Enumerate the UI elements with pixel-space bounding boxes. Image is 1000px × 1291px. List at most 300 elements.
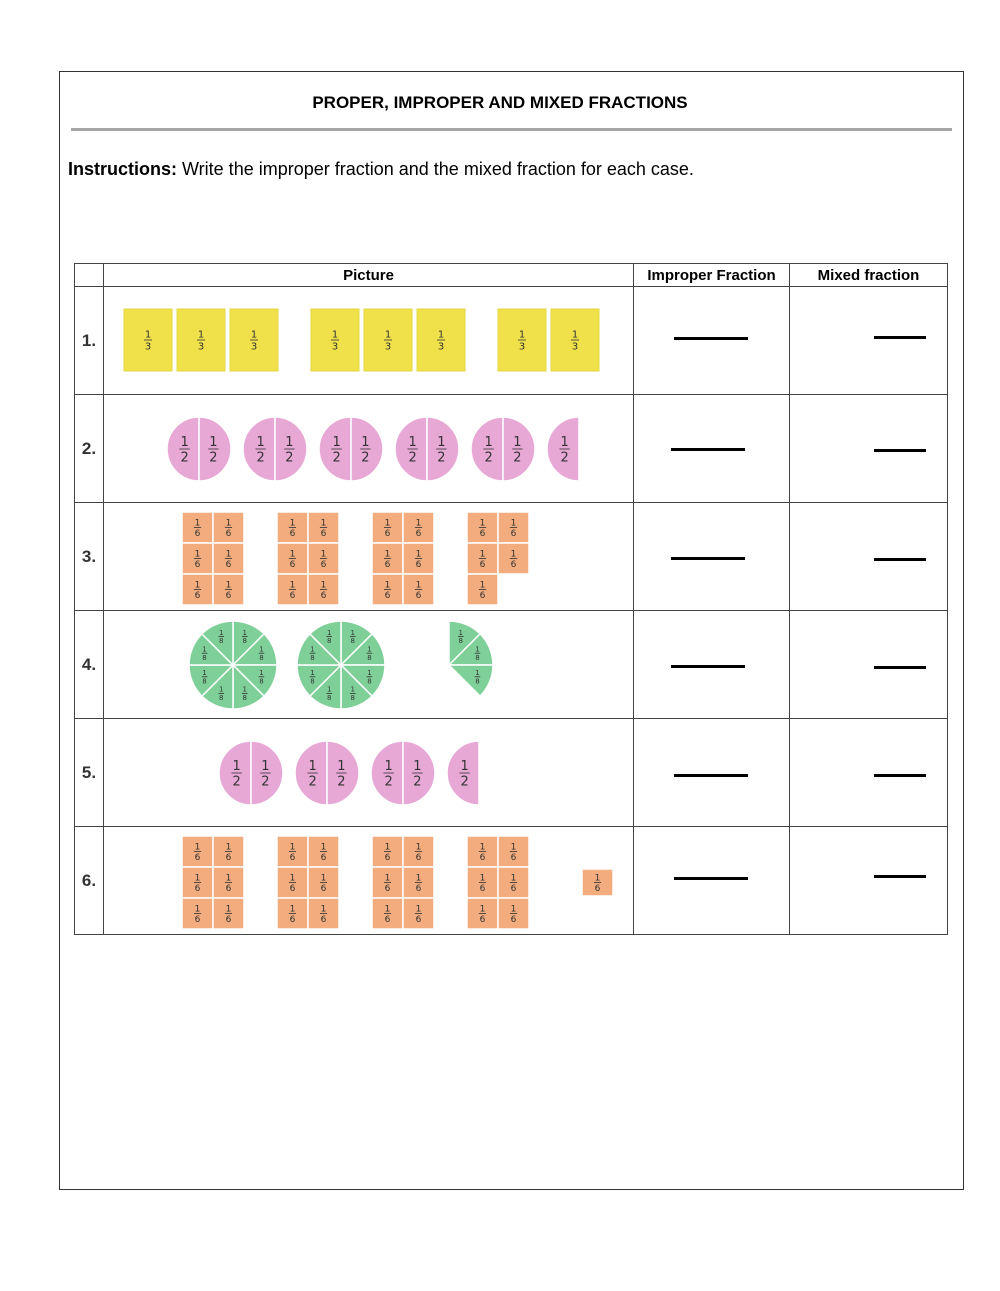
piece-label: [510, 518, 517, 539]
instructions: [68, 159, 694, 180]
piece-label: [225, 518, 232, 539]
fraction-denominator: 6: [194, 853, 201, 864]
mixed-fraction-blank[interactable]: [874, 449, 926, 452]
fraction-numerator: 1: [261, 758, 270, 774]
fraction-numerator: 1: [571, 329, 579, 341]
fraction-denominator: 6: [384, 884, 391, 895]
sector-label: [350, 686, 356, 702]
fraction-denominator: 6: [289, 529, 296, 540]
piece-label: [415, 549, 422, 570]
fraction-denominator: 6: [415, 884, 422, 895]
fraction-denominator: 8: [326, 694, 332, 703]
fraction-denominator: 6: [510, 529, 517, 540]
fraction-denominator: 8: [218, 637, 224, 646]
fraction-numerator: 1: [320, 580, 327, 591]
fraction-numerator: 1: [458, 628, 464, 637]
sector-label: [307, 759, 317, 790]
fraction-denominator: 6: [510, 884, 517, 895]
fraction-numerator: 1: [361, 434, 370, 450]
fraction-denominator: 8: [259, 677, 264, 686]
fraction-denominator: 6: [225, 560, 232, 571]
row-picture: [104, 611, 634, 719]
fraction-denominator: 8: [458, 637, 464, 646]
sector-label: [367, 645, 373, 661]
fraction-denominator: 6: [479, 884, 486, 895]
sector-label: [483, 435, 493, 466]
improper-fraction-blank[interactable]: [674, 337, 748, 340]
improper-fraction-answer[interactable]: [634, 287, 790, 395]
fraction-numerator: 1: [367, 645, 372, 654]
fraction-numerator: 1: [408, 434, 417, 450]
fraction-denominator: 2: [560, 450, 569, 466]
fraction-denominator: 2: [484, 450, 493, 466]
piece-label: [320, 518, 327, 539]
table-header-row: [75, 264, 948, 287]
row-number: 2.: [75, 395, 104, 503]
piece-label: [194, 580, 201, 601]
fraction-numerator: 1: [259, 645, 264, 654]
improper-fraction-blank[interactable]: [671, 448, 745, 451]
table-row: [75, 395, 948, 503]
fraction-numerator: 1: [225, 580, 232, 591]
sixths-block: [182, 512, 244, 605]
fraction-denominator: 6: [384, 591, 391, 602]
mixed-fraction-blank[interactable]: [874, 336, 926, 339]
fraction-circle: [371, 741, 435, 805]
piece-label: [250, 330, 258, 353]
piece-label: [384, 904, 391, 925]
fraction-numerator: 1: [594, 873, 601, 884]
fraction-denominator: 6: [415, 591, 422, 602]
piece-label: [594, 873, 601, 894]
fraction-numerator: 1: [326, 685, 332, 694]
sector-label: [202, 669, 208, 685]
piece-label: [320, 842, 327, 863]
fraction-numerator: 1: [415, 842, 422, 853]
fraction-denominator: 3: [571, 341, 579, 353]
fraction-denominator: 8: [475, 677, 480, 686]
piece-label: [415, 873, 422, 894]
fraction-numerator: 1: [225, 549, 232, 560]
table-row: [75, 503, 948, 611]
piece-label: [225, 549, 232, 570]
fraction-denominator: 6: [225, 529, 232, 540]
fraction-denominator: 6: [320, 560, 327, 571]
row-picture: [104, 287, 634, 395]
fraction-numerator: 1: [479, 580, 486, 591]
fraction-denominator: 3: [197, 341, 205, 353]
sector-label: [350, 629, 356, 645]
fraction-numerator: 1: [194, 549, 201, 560]
row-picture: [104, 719, 634, 827]
fraction-circle: [189, 621, 277, 709]
piece-label: [225, 873, 232, 894]
mixed-fraction-answer[interactable]: [790, 287, 948, 395]
sector-label: [412, 759, 422, 790]
fraction-numerator: 1: [225, 873, 232, 884]
piece-label: [320, 549, 327, 570]
piece-label: [479, 904, 486, 925]
fraction-picture: [104, 287, 633, 394]
fraction-denominator: 6: [194, 884, 201, 895]
fraction-numerator: 1: [242, 628, 248, 637]
circle-sector: [449, 665, 493, 696]
sector-label: [208, 435, 218, 466]
improper-fraction-answer[interactable]: [634, 719, 790, 827]
fraction-numerator: 1: [437, 434, 446, 450]
fraction-numerator: 1: [310, 645, 315, 654]
piece-label: [479, 842, 486, 863]
sixths-block: [582, 869, 613, 896]
fraction-denominator: 2: [285, 450, 294, 466]
fraction-numerator: 1: [337, 758, 346, 774]
fraction-numerator: 1: [367, 669, 372, 678]
title-divider: [71, 128, 952, 131]
fraction-denominator: 2: [308, 774, 317, 790]
fraction-numerator: 1: [197, 329, 205, 341]
fraction-numerator: 1: [194, 904, 201, 915]
sector-label: [383, 759, 393, 790]
fraction-numerator: 1: [289, 873, 296, 884]
fraction-numerator: 1: [475, 645, 480, 654]
fraction-denominator: 6: [384, 915, 391, 926]
fraction-numerator: 1: [320, 518, 327, 529]
sector-label: [202, 645, 208, 661]
sixths-block: [467, 512, 529, 605]
fraction-numerator: 1: [326, 628, 332, 637]
piece-label: [289, 842, 296, 863]
fraction-numerator: 1: [350, 685, 356, 694]
fraction-numerator: 1: [475, 669, 480, 678]
fraction-denominator: 6: [384, 853, 391, 864]
fraction-numerator: 1: [242, 685, 248, 694]
fraction-numerator: 1: [384, 758, 393, 774]
piece-label: [415, 580, 422, 601]
fraction-denominator: 6: [289, 591, 296, 602]
sector-label: [336, 759, 346, 790]
fraction-picture: [104, 611, 633, 718]
fraction-denominator: 2: [460, 774, 469, 790]
fraction-numerator: 1: [209, 434, 218, 450]
piece-label: [289, 904, 296, 925]
fraction-denominator: 6: [594, 884, 601, 895]
piece-label: [384, 873, 391, 894]
fraction-denominator: 6: [320, 853, 327, 864]
fraction-numerator: 1: [256, 434, 265, 450]
mixed-fraction-answer[interactable]: [790, 395, 948, 503]
fraction-numerator: 1: [384, 873, 391, 884]
fraction-numerator: 1: [289, 580, 296, 591]
piece-label: [320, 873, 327, 894]
instructions-label: Instructions:: [68, 159, 178, 179]
row-number: 6.: [75, 827, 104, 935]
fraction-denominator: 6: [510, 915, 517, 926]
fraction-denominator: 6: [194, 915, 201, 926]
instructions-text: Write the improper fraction and the mixed fraction for each case.: [177, 159, 694, 179]
piece-label: [415, 518, 422, 539]
sector-label: [218, 686, 224, 702]
mixed-fraction-blank[interactable]: [874, 875, 926, 878]
fraction-circle: [319, 417, 383, 481]
piece-label: [225, 842, 232, 863]
fraction-numerator: 1: [479, 518, 486, 529]
piece-label: [194, 842, 201, 863]
fraction-denominator: 2: [337, 774, 346, 790]
fraction-numerator: 1: [194, 873, 201, 884]
piece-label: [510, 904, 517, 925]
fraction-denominator: 6: [320, 529, 327, 540]
mixed-fraction-answer[interactable]: [790, 503, 948, 611]
header-improper-fraction: Improper Fraction: [634, 264, 790, 287]
row-number: 4.: [75, 611, 104, 719]
row-number: 3.: [75, 503, 104, 611]
fractions-table: [74, 263, 948, 935]
sector-label: [559, 435, 569, 466]
sector-label: [458, 629, 464, 645]
fraction-numerator: 1: [202, 669, 207, 678]
fraction-numerator: 1: [225, 518, 232, 529]
piece-label: [479, 518, 486, 539]
fraction-circle: [395, 417, 459, 481]
row-number: 5.: [75, 719, 104, 827]
fraction-denominator: 8: [242, 637, 248, 646]
improper-fraction-blank[interactable]: [671, 665, 745, 668]
piece-label: [415, 904, 422, 925]
fraction-denominator: 6: [384, 560, 391, 571]
fraction-denominator: 3: [384, 341, 392, 353]
fraction-denominator: 3: [250, 341, 258, 353]
fraction-numerator: 1: [218, 685, 224, 694]
fraction-denominator: 2: [513, 450, 522, 466]
improper-fraction-blank[interactable]: [674, 877, 748, 880]
piece-label: [384, 518, 391, 539]
fraction-numerator: 1: [437, 329, 445, 341]
fraction-numerator: 1: [479, 873, 486, 884]
fraction-numerator: 1: [384, 549, 391, 560]
fraction-numerator: 1: [289, 549, 296, 560]
fraction-numerator: 1: [194, 842, 201, 853]
sector-label: [260, 759, 270, 790]
fraction-denominator: 6: [479, 529, 486, 540]
fraction-denominator: 6: [510, 853, 517, 864]
fraction-denominator: 6: [510, 560, 517, 571]
piece-label: [225, 904, 232, 925]
fraction-numerator: 1: [202, 645, 207, 654]
piece-label: [384, 549, 391, 570]
fraction-denominator: 6: [415, 560, 422, 571]
fraction-denominator: 3: [144, 341, 152, 353]
fraction-numerator: 1: [259, 669, 264, 678]
piece-label: [320, 580, 327, 601]
fraction-denominator: 6: [289, 884, 296, 895]
piece-label: [144, 330, 152, 353]
fraction-numerator: 1: [415, 580, 422, 591]
fraction-numerator: 1: [218, 628, 224, 637]
fraction-numerator: 1: [331, 329, 339, 341]
fraction-denominator: 2: [332, 450, 341, 466]
fraction-numerator: 1: [415, 518, 422, 529]
sector-label: [255, 435, 265, 466]
fraction-denominator: 6: [320, 591, 327, 602]
fraction-denominator: 8: [367, 677, 372, 686]
piece-label: [194, 873, 201, 894]
fraction-denominator: 2: [256, 450, 265, 466]
fraction-denominator: 6: [194, 591, 201, 602]
fraction-denominator: 8: [202, 677, 207, 686]
mixed-fraction-blank[interactable]: [874, 666, 926, 669]
fraction-picture: [104, 395, 633, 502]
sixths-block: [182, 836, 244, 929]
fraction-denominator: 8: [218, 694, 224, 703]
mixed-fraction-answer[interactable]: [790, 611, 948, 719]
fraction-denominator: 6: [479, 915, 486, 926]
fraction-numerator: 1: [384, 518, 391, 529]
fraction-numerator: 1: [285, 434, 294, 450]
fraction-denominator: 8: [310, 653, 315, 662]
fraction-denominator: 2: [413, 774, 422, 790]
fraction-denominator: 6: [415, 529, 422, 540]
improper-fraction-answer[interactable]: [634, 503, 790, 611]
row-picture: [104, 503, 634, 611]
sector-label: [360, 435, 370, 466]
fraction-numerator: 1: [289, 904, 296, 915]
fraction-denominator: 6: [479, 853, 486, 864]
fraction-denominator: 6: [479, 560, 486, 571]
fraction-denominator: 6: [289, 915, 296, 926]
fraction-denominator: 2: [232, 774, 241, 790]
piece-label: [194, 549, 201, 570]
improper-fraction-answer[interactable]: [634, 827, 790, 935]
fraction-numerator: 1: [510, 873, 517, 884]
fraction-picture: [104, 719, 633, 826]
mixed-fraction-answer[interactable]: [790, 827, 948, 935]
fraction-denominator: 8: [259, 653, 264, 662]
piece-label: [384, 842, 391, 863]
fraction-circle: [449, 621, 493, 696]
header-number: [75, 264, 104, 287]
mixed-fraction-answer[interactable]: [790, 719, 948, 827]
fraction-denominator: 3: [331, 341, 339, 353]
fraction-numerator: 1: [484, 434, 493, 450]
fraction-denominator: 2: [361, 450, 370, 466]
sector-label: [231, 759, 241, 790]
piece-label: [194, 904, 201, 925]
piece-label: [289, 549, 296, 570]
piece-label: [225, 580, 232, 601]
sixths-block: [372, 512, 434, 605]
fraction-numerator: 1: [510, 518, 517, 529]
fraction-numerator: 1: [560, 434, 569, 450]
fraction-numerator: 1: [384, 580, 391, 591]
fraction-numerator: 1: [513, 434, 522, 450]
fraction-circle: [297, 621, 385, 709]
sector-label: [475, 645, 481, 661]
piece-label: [518, 330, 526, 353]
fraction-denominator: 6: [225, 853, 232, 864]
sector-label: [475, 669, 481, 685]
fraction-numerator: 1: [332, 434, 341, 450]
sector-label: [310, 669, 316, 685]
piece-label: [331, 330, 339, 353]
fraction-denominator: 8: [475, 653, 480, 662]
piece-label: [197, 330, 205, 353]
sector-label: [512, 435, 522, 466]
improper-fraction-blank[interactable]: [671, 557, 745, 560]
piece-label: [510, 549, 517, 570]
fraction-numerator: 1: [510, 842, 517, 853]
fraction-numerator: 1: [308, 758, 317, 774]
fraction-numerator: 1: [415, 904, 422, 915]
fraction-denominator: 3: [437, 341, 445, 353]
row-picture: [104, 395, 634, 503]
fraction-denominator: 6: [194, 529, 201, 540]
fraction-numerator: 1: [479, 842, 486, 853]
piece-label: [289, 873, 296, 894]
sixths-block: [277, 836, 339, 929]
fraction-denominator: 8: [350, 637, 356, 646]
fraction-numerator: 1: [225, 904, 232, 915]
fraction-denominator: 2: [209, 450, 218, 466]
fraction-circle: [471, 417, 535, 481]
piece-label: [384, 330, 392, 353]
fraction-denominator: 8: [202, 653, 207, 662]
piece-label: [289, 580, 296, 601]
fraction-circle: [243, 417, 307, 481]
improper-fraction-blank[interactable]: [674, 774, 748, 777]
fraction-numerator: 1: [518, 329, 526, 341]
row-picture: [104, 827, 634, 935]
fraction-numerator: 1: [144, 329, 152, 341]
sector-label: [407, 435, 417, 466]
sector-label: [331, 435, 341, 466]
fraction-numerator: 1: [320, 904, 327, 915]
row-number: 1.: [75, 287, 104, 395]
fraction-numerator: 1: [384, 329, 392, 341]
fraction-circle: [447, 741, 479, 805]
piece-label: [510, 873, 517, 894]
fraction-denominator: 6: [320, 884, 327, 895]
sector-label: [284, 435, 294, 466]
fraction-denominator: 6: [194, 560, 201, 571]
sector-label: [179, 435, 189, 466]
sector-label: [242, 629, 248, 645]
fraction-denominator: 2: [437, 450, 446, 466]
piece-label: [289, 518, 296, 539]
fraction-numerator: 1: [194, 518, 201, 529]
fraction-denominator: 8: [350, 694, 356, 703]
improper-fraction-answer[interactable]: [634, 395, 790, 503]
fraction-denominator: 6: [289, 853, 296, 864]
fraction-numerator: 1: [510, 549, 517, 560]
worksheet-title: PROPER, IMPROPER AND MIXED FRACTIONS: [312, 93, 688, 112]
mixed-fraction-blank[interactable]: [874, 558, 926, 561]
fraction-numerator: 1: [289, 518, 296, 529]
fraction-numerator: 1: [479, 549, 486, 560]
fraction-numerator: 1: [384, 904, 391, 915]
fraction-numerator: 1: [232, 758, 241, 774]
fraction-picture: [104, 827, 633, 934]
improper-fraction-answer[interactable]: [634, 611, 790, 719]
piece-label: [384, 580, 391, 601]
fraction-denominator: 6: [225, 915, 232, 926]
fraction-denominator: 8: [310, 677, 315, 686]
sector-label: [242, 686, 248, 702]
fraction-denominator: 6: [384, 529, 391, 540]
mixed-fraction-blank[interactable]: [874, 774, 926, 777]
fraction-denominator: 2: [180, 450, 189, 466]
sector-label: [218, 629, 224, 645]
piece-label: [194, 518, 201, 539]
